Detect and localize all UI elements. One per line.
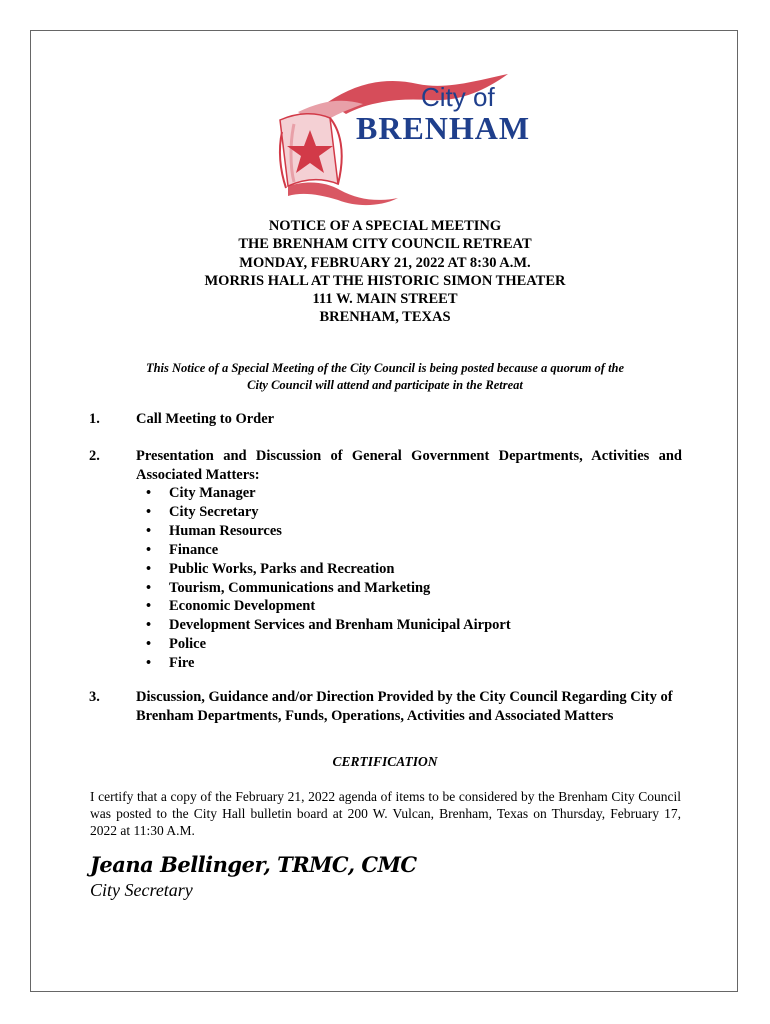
agenda-item-number: 1. [89,411,100,427]
bullet-icon: • [146,560,152,577]
list-item: • Human Resources [146,522,282,539]
agenda-item-3 [89,688,689,728]
heading-line: THE BRENHAM CITY COUNCIL RETREAT [238,236,532,253]
bullet-icon: • [146,655,152,672]
city-logo [268,72,531,208]
bullet-icon: • [146,636,152,653]
agenda-item-body [136,447,682,673]
department-list [136,484,682,673]
heading-line: 111 W. MAIN STREET [312,291,458,308]
certification-title: CERTIFICATION [332,754,438,769]
bullet-icon: • [146,579,152,596]
list-item: • Fire [146,655,195,672]
list-item: • City Secretary [146,503,259,520]
agenda-item-2 [89,447,689,677]
bullet-icon: • [146,503,152,520]
list-item: • Development Services and Brenham Municipal Airport [146,617,511,634]
agenda-item-text: Call Meeting to Order [136,411,275,427]
heading-line: MORRIS HALL AT THE HISTORIC SIMON THEATER [204,272,566,289]
list-item: • Public Works, Parks and Recreation [146,560,395,577]
logo-city-of-text: City of [421,82,495,112]
bullet-icon: • [146,522,152,539]
certification-body: I certify that a copy of the February 21, 2022 agenda of items to be considered by the Brenham City Council was posted to the City Hall bulletin board at 200 W. Vulcan, Brenham, Texas on Thursday, February 17, 2022 at 11:30 A.M. [90,789,681,838]
agenda-item-number: 3. [89,689,100,705]
agenda-item-1 [89,410,689,430]
list-item: • Economic Development [146,598,316,615]
notice-line: This Notice of a Special Meeting of the City Council is being posted because a quorum of the [145,361,625,375]
bullet-icon: • [146,617,152,634]
bullet-icon: • [146,541,152,558]
heading-line: BRENHAM, TEXAS [319,309,451,326]
signature-title: City Secretary [90,880,193,900]
list-item: • Finance [146,541,219,558]
agenda-item-number: 2. [89,448,100,464]
agenda-item-text: Discussion, Guidance and/or Direction Provided by the City Council Regarding City of Brenham Departments, Funds, Operations, Activities and Associated Matters [136,689,673,724]
quorum-notice [60,360,710,393]
list-item: • Police [146,636,207,653]
signature-name: Jeana Bellinger, TRMC, CMC [90,852,417,877]
notice-line: City Council will attend and participate in the Retreat [247,377,523,392]
agenda-item-text: Presentation and Discussion of General Government Departments, Activities and Associated Matters: [136,448,682,483]
list-item: • City Manager [146,485,256,501]
logo-brenham-text: BRENHAM [356,110,531,146]
heading-line: NOTICE OF A SPECIAL MEETING [268,218,502,234]
bullet-icon: • [146,485,152,501]
list-item: • Tourism, Communications and Marketing [146,579,431,596]
heading-line: MONDAY, FEBRUARY 21, 2022 AT 8:30 A.M. [239,254,531,271]
meeting-heading [60,217,710,327]
bullet-icon: • [146,598,152,615]
